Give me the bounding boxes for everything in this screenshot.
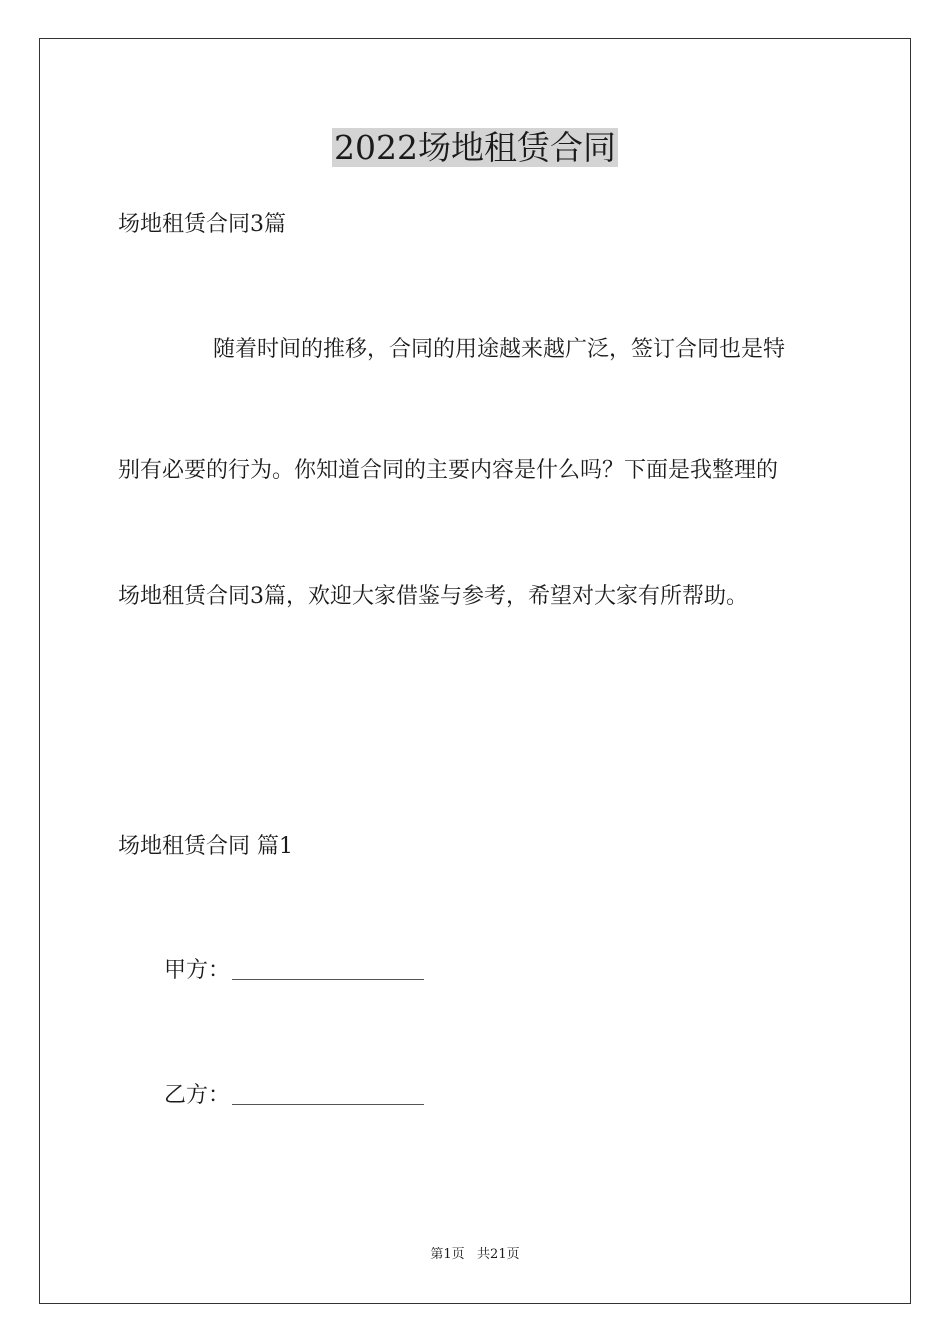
intro-line-2: 别有必要的行为。你知道合同的主要内容是什么吗？下面是我整理的 xyxy=(118,458,779,483)
intro-line-3: 场地租赁合同3篇，欢迎大家借鉴与参考，希望对大家有所帮助。 xyxy=(118,584,748,609)
intro-line-1: 随着时间的推移，合同的用途越来越广泛，签订合同也是特 xyxy=(213,337,786,362)
document-title-text: 2022场地租赁合同 xyxy=(334,128,616,167)
party-a-label: 甲方： xyxy=(164,958,231,983)
section-heading: 场地租赁合同 篇1 xyxy=(118,834,293,859)
document-title xyxy=(0,126,950,170)
page-footer: 第1页 共21页 xyxy=(430,1247,520,1262)
party-a-row xyxy=(164,956,424,986)
party-b-row xyxy=(164,1081,424,1111)
party-b-blank xyxy=(232,1103,424,1105)
document-subtitle: 场地租赁合同3篇 xyxy=(118,212,286,237)
party-a-blank xyxy=(232,978,424,980)
party-b-label: 乙方： xyxy=(164,1083,231,1108)
